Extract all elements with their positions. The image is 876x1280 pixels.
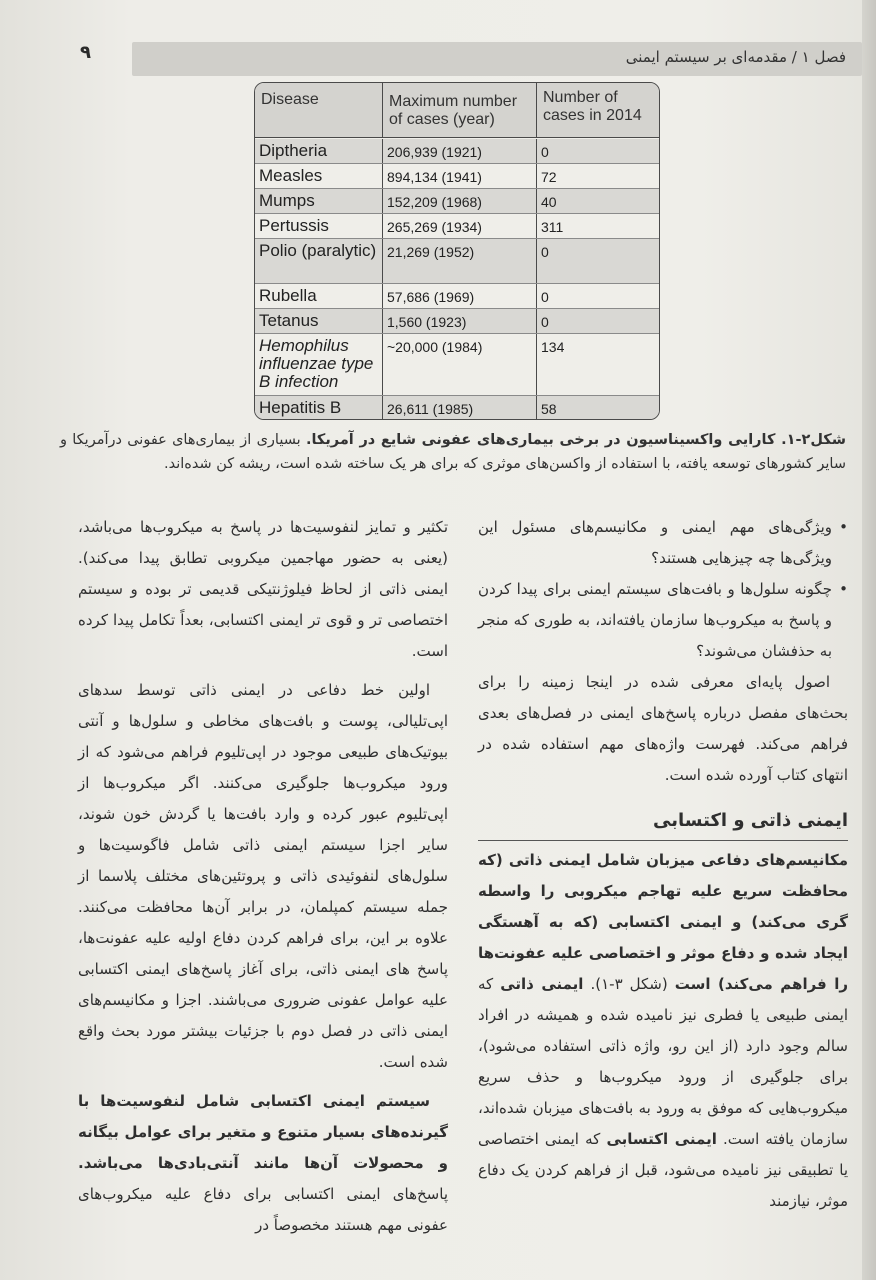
cell-max-cases: 57,686 (1969) [383,284,537,308]
text: پاسخ‌های ایمنی اکتسابی برای دفاع علیه میکروب‌های عفونی مهم هستند مخصوصاً در [78,1185,448,1234]
bold-text: ایمنی ذاتی [500,975,584,993]
text: (شکل ۳-۱). [583,975,675,993]
cell-max-cases: 1,560 (1923) [383,309,537,333]
cell-cases-2014: 40 [541,194,557,210]
page-number: ۹ [80,42,91,63]
table-row [255,334,659,395]
cell-cases-2014: 72 [541,169,557,185]
cell-disease: Hepatitis B [255,396,383,419]
column-header-cases-2014: Number of cases in 2014 [543,89,642,124]
vaccination-table [254,82,660,420]
table-row [255,396,659,419]
chapter-title: فصل ۱ / مقدمه‌ای بر سیستم ایمنی [625,48,846,66]
cell-max-cases: 152,209 (1968) [383,189,537,213]
paragraph [78,1086,448,1241]
column-header-disease: Disease [255,83,383,137]
table-row [255,214,659,238]
right-column [478,512,848,1217]
table-row [255,164,659,188]
cell-disease: Measles [255,164,383,188]
table-row [255,139,659,163]
figure-caption [60,428,846,476]
cell-max-cases: 265,269 (1934) [383,214,537,238]
cell-cases-2014: 0 [541,144,549,160]
table-header-row [255,83,659,138]
paragraph: اولین خط دفاعی در ایمنی ذاتی توسط سدهای اپی‌تلیالی، پوست و بافت‌های مخاطی و سلول‌ها و آنتی بیوتیک‌های طبیعی موجود در اپی‌تلیوم فراهم می‌شود که از ورود میکروب‌ها جلوگیری می‌کنند. اگر میکروب‌ها از اپی‌تلیوم عبور کرده و وارد بافت‌ها یا گردش خون شوند، سایر اجزا سیستم ایمنی ذاتی شامل فاگوسیت‌ها و سلول‌های لنفوئیدی ذاتی و پروتئین‌های مختلف پلاسما از جمله سیستم کمپلمان، در برابر آن‌ها محافظت می‌کنند. علاوه بر این، برای فراهم کردن دفاع اولیه علیه عفونت‌ها، پاسخ های ایمنی ذاتی، برای آغاز پاسخ‌های ایمنی اکتسابی علیه عوامل عفونی ضروری می‌باشند. اجزا و مکانیسم‌های ایمنی ذاتی در فصل دوم با جزئیات بیشتر مورد بحث واقع شده است. [78,681,448,1071]
bold-text: سیستم ایمنی اکتسابی شامل لنفوسیت‌ها با گیرنده‌های بسیار متنوع و متغیر برای عوامل بیگانه و محصولات آن‌ها مانند آنتی‌بادی‌ها می‌باشد. [78,1092,448,1172]
cell-cases-2014: 0 [541,314,549,330]
section-heading: ایمنی ذاتی و اکتسابی [478,805,848,841]
cell-disease: Diptheria [255,139,383,163]
paragraph: اصول پایه‌ای معرفی شده در اینجا زمینه را برای بحث‌های مفصل درباره پاسخ‌های ایمنی در فصل‌های بعدی فراهم می‌کند. فهرست واژه‌های مهم استفاده شده در انتهای کتاب آورده شده است. [478,673,848,784]
bullet-item: • ویژگی‌های مهم ایمنی و مکانیسم‌های مسئول این ویژگی‌ها چه چیزهایی هستند؟ [478,512,848,574]
table-row [255,284,659,308]
cell-max-cases: 21,269 (1952) [383,239,537,283]
cell-max-cases: 894,134 (1941) [383,164,537,188]
cell-cases-2014: 134 [541,339,565,355]
text: که ایمنی اختصاصی یا تطبیقی نیز نامیده می‌شود، قبل از فراهم کردن یک دفاع موثر، نیازمند [478,1130,848,1210]
table-row [255,309,659,333]
paragraph: تکثیر و تمایز لنفوسیت‌ها در پاسخ به میکروب‌ها می‌باشد، (یعنی به حضور مهاجمین میکروبی تطابق پیدا می‌کند). ایمنی ذاتی از لحاظ فیلوژنتیکی قدیمی تر بوده و سیستم اختصاصی تر و قوی تر ایمنی اکتسابی، بعداً تکامل پیدا کرده است. [78,518,448,660]
cell-disease: Mumps [255,189,383,213]
cell-max-cases: 206,939 (1921) [383,139,537,163]
column-header-max-cases: Maximum number of cases (year) [383,83,537,137]
table-row [255,239,659,283]
cell-disease: Tetanus [255,309,383,333]
cell-disease: Hemophilus influenzae type B infection [255,334,383,395]
table-row [255,189,659,213]
bullet-item: • چگونه سلول‌ها و بافت‌های سیستم ایمنی برای پیدا کردن و پاسخ به میکروب‌ها سازمان یافته‌اند، به طوری که منجر به حذفشان می‌شوند؟ [478,574,848,667]
cell-disease: Pertussis [255,214,383,238]
cell-disease: Rubella [255,284,383,308]
cell-max-cases: 26,611 (1985) [383,396,537,419]
text: که ایمنی طبیعی یا فطری نیز نامیده شده و همیشه در افراد سالم وجود دارد (از این رو، واژه ذاتی استفاده می‌شود)، برای جلوگیری از ورود میکروب‌ها و حذف سریع میکروب‌هایی که موفق به ورود به بافت‌های میزبان شده‌اند، سازمان یافته است. [478,975,848,1148]
cell-cases-2014: 58 [541,401,557,417]
paragraph [478,845,848,1217]
cell-disease: Polio (paralytic) [255,239,383,283]
left-column [78,512,448,1241]
page-edge [862,0,876,1280]
caption-text: بسیاری از بیماری‌های عفونی درآمریکا و سایر کشورهای توسعه یافته، با استفاده از واکسن‌های موثری که برای هر یک ساخته شده است، ریشه کن شده‌اند. [60,432,846,472]
bold-text: مکانیسم‌های دفاعی میزبان شامل ایمنی ذاتی (که محافظت سریع علیه تهاجم میکروبی را واسطه گری می‌کند) و ایمنی اکتسابی (که به آهستگی ایجاد شده و دفاع موثر و اختصاصی علیه عفونت‌ها را فراهم می‌کند) است [478,851,848,993]
cell-cases-2014: 311 [541,219,564,235]
cell-cases-2014: 0 [541,289,549,305]
bold-text: ایمنی اکتسابی [606,1130,717,1148]
cell-max-cases: ~20,000 (1984) [383,334,537,395]
caption-label: شکل۲-۱. کارایی واکسیناسیون در برخی بیماری‌های عفونی شایع در آمریکا. [305,432,846,448]
cell-cases-2014: 0 [541,244,549,260]
